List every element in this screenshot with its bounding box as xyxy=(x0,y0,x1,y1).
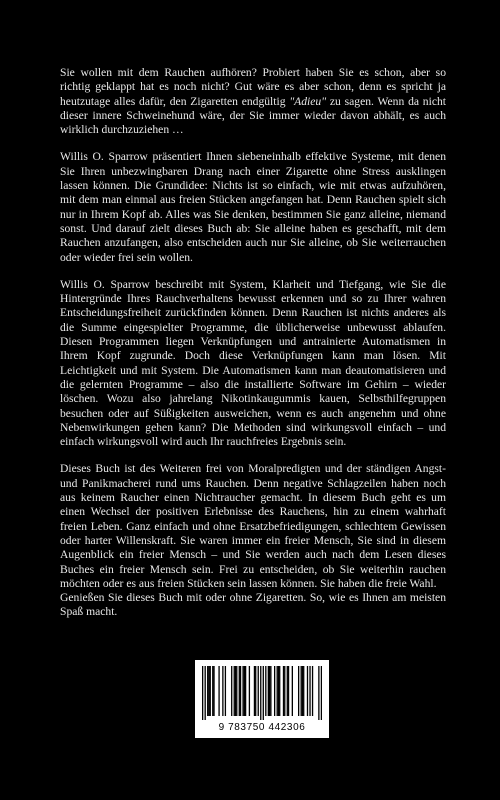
barcode-bar xyxy=(222,666,223,716)
barcode-bar xyxy=(307,666,308,716)
barcode-bar xyxy=(242,666,243,716)
barcode-bar xyxy=(268,666,269,716)
blurb-paragraph-freedom: Dieses Buch ist des Weiteren frei von Moralpredigten und der ständigen Angst- und Panikmacherei rund ums Rauchen. Denn negative Schlagzeilen haben noch aus keinem Raucher einen Nichtraucher gemacht. In diesem Buch geht es um einen Wechsel der positiven Erlebnisse des Rauchens, hin zu einem wahrhaft freien Leben. Ganz einfach und ohne Ersatzbefriedigungen, schlechtem Gewissen oder harter Willenskraft. Sie waren immer ein freier Mensch, Sie sind in diesem Augenblick ein freier Mensch – und Sie werden auch nach dem Lesen dieses Buches ein freier Mensch sein. Frei zu entscheiden, ob Sie weiterhin rauchen möchten oder es aus freien Stücken sein lassen können. Sie haben die freie Wahl. xyxy=(60,462,446,590)
barcode-bar xyxy=(309,666,310,716)
adieu-emphasis: "Adieu" xyxy=(289,94,327,108)
barcode-bar xyxy=(279,666,280,716)
barcode-bar xyxy=(292,666,293,716)
barcode-bar xyxy=(207,666,208,716)
barcode-bar xyxy=(244,666,245,716)
barcode-bar xyxy=(283,666,284,716)
barcode-bar xyxy=(240,666,241,716)
barcode-bar xyxy=(205,666,206,720)
barcode-bar xyxy=(277,666,278,716)
barcode-bar xyxy=(260,666,261,720)
isbn-barcode xyxy=(195,660,329,738)
intro-text-end: zu sagen. Wenn da nicht dieser innere Schweinehund wäre, der Sie immer wieder davon abhält, es auch wirklich durchzuziehen … xyxy=(60,94,446,137)
barcode-bar xyxy=(239,666,240,716)
barcode-bar xyxy=(225,666,226,716)
barcode-bar xyxy=(321,666,322,720)
barcode-bar xyxy=(208,666,209,716)
barcode-bar xyxy=(234,666,235,716)
barcode-bar xyxy=(303,666,304,716)
barcode-bar xyxy=(258,666,259,716)
barcode-bar xyxy=(212,666,213,716)
barcode-bar xyxy=(270,666,271,716)
back-cover-text xyxy=(60,66,446,633)
barcode-bar xyxy=(249,666,250,716)
blurb-paragraph-closing: Genießen Sie dieses Buch mit oder ohne Zigaretten. So, wie es Ihnen am meisten Spaß macht. xyxy=(60,591,446,619)
barcode-bar xyxy=(287,666,288,716)
barcode-bar xyxy=(265,666,266,716)
barcode-bar xyxy=(263,666,264,720)
barcode-bar xyxy=(288,666,289,716)
intro-text-start: Sie wollen mit dem Rauchen aufhören? Probiert haben Sie es schon, aber so richtig geklappt hat es noch nicht? Gut wäre es aber schon, denn es spricht ja heutzutage alles dafür, den Zigaretten endgültig xyxy=(60,66,446,108)
barcode-bar xyxy=(301,666,302,716)
isbn-number: 9 783750 442306 xyxy=(218,722,306,733)
barcode-bar xyxy=(312,666,313,716)
barcode-bar xyxy=(231,666,232,716)
barcode-bar xyxy=(278,666,279,716)
barcode-bar xyxy=(302,666,303,716)
barcode-bar xyxy=(218,666,219,716)
barcode-bars xyxy=(202,666,322,720)
barcode-bar xyxy=(274,666,275,716)
blurb-paragraph-intro xyxy=(60,66,446,137)
barcode-bar xyxy=(284,666,285,716)
barcode-bar xyxy=(298,666,299,716)
blurb-paragraph-systems: Willis O. Sparrow präsentiert Ihnen siebeneinhalb effektive Systeme, mit denen Sie Ihren unbezwingbaren Drang nach einer Zigarette ohne Stress ausklingen lassen können. Die Grundidee: Nichts ist so einfach, wie mit etwas aufzuhören, mit dem man einmal aus freien Stücken angefangen hat. Denn Rauchen spielt sich nur in Ihrem Kopf ab. Alles was Sie denken, bestimmen Sie ganz alleine, niemand sonst. Und darauf zielt dieses Buch ab: Sie alleine haben es geschafft, mit dem Rauchen anzufangen, also entscheiden auch nur Sie alleine, ob Sie weiterrauchen oder wieder frei sein wollen. xyxy=(60,150,446,264)
barcode-bar xyxy=(235,666,236,716)
barcode-bar xyxy=(213,666,214,716)
barcode-bar xyxy=(254,666,255,716)
barcode-bar xyxy=(255,666,256,716)
barcode-bar xyxy=(236,666,237,716)
barcode-bar xyxy=(269,666,270,716)
barcode-bar xyxy=(202,666,203,720)
barcode-bar xyxy=(210,666,211,716)
barcode-bar xyxy=(245,666,246,716)
barcode-bar xyxy=(318,666,319,720)
blurb-paragraph-method: Willis O. Sparrow beschreibt mit System, Klarheit und Tiefgang, wie Sie die Hintergründe Ihres Rauchverhaltens bewusst erkennen und so zu Ihrer wahren Entscheidungsfreiheit zurückfinden können. Denn Rauchen ist nichts anderes als die Summe eingespielter Programme, die üblicherweise unbewusst ablaufen. Diesen Programmen liegen Verknüpfungen und antrainierte Automatismen in Ihrem Kopf zugrunde. Doch diese Verknüpfungen kann man lösen. Mit Leichtigkeit und mit System. Die Automatismen kann man deautomatisieren und die gelernten Programme – also die installierte Software im Gehirn – wieder löschen. Wozu also jahrelang Nikotinkaugummis kauen, Selbsthilfegruppen besuchen oder auf Süßigkeiten ausweichen, wenn es auch angenehm und ohne Nebenwirkungen gehen kann? Die Methoden sind wirkungsvoll einfach – und einfach wirkungsvoll wird auch Ihr rauchfreies Ergebnis sein. xyxy=(60,277,446,449)
